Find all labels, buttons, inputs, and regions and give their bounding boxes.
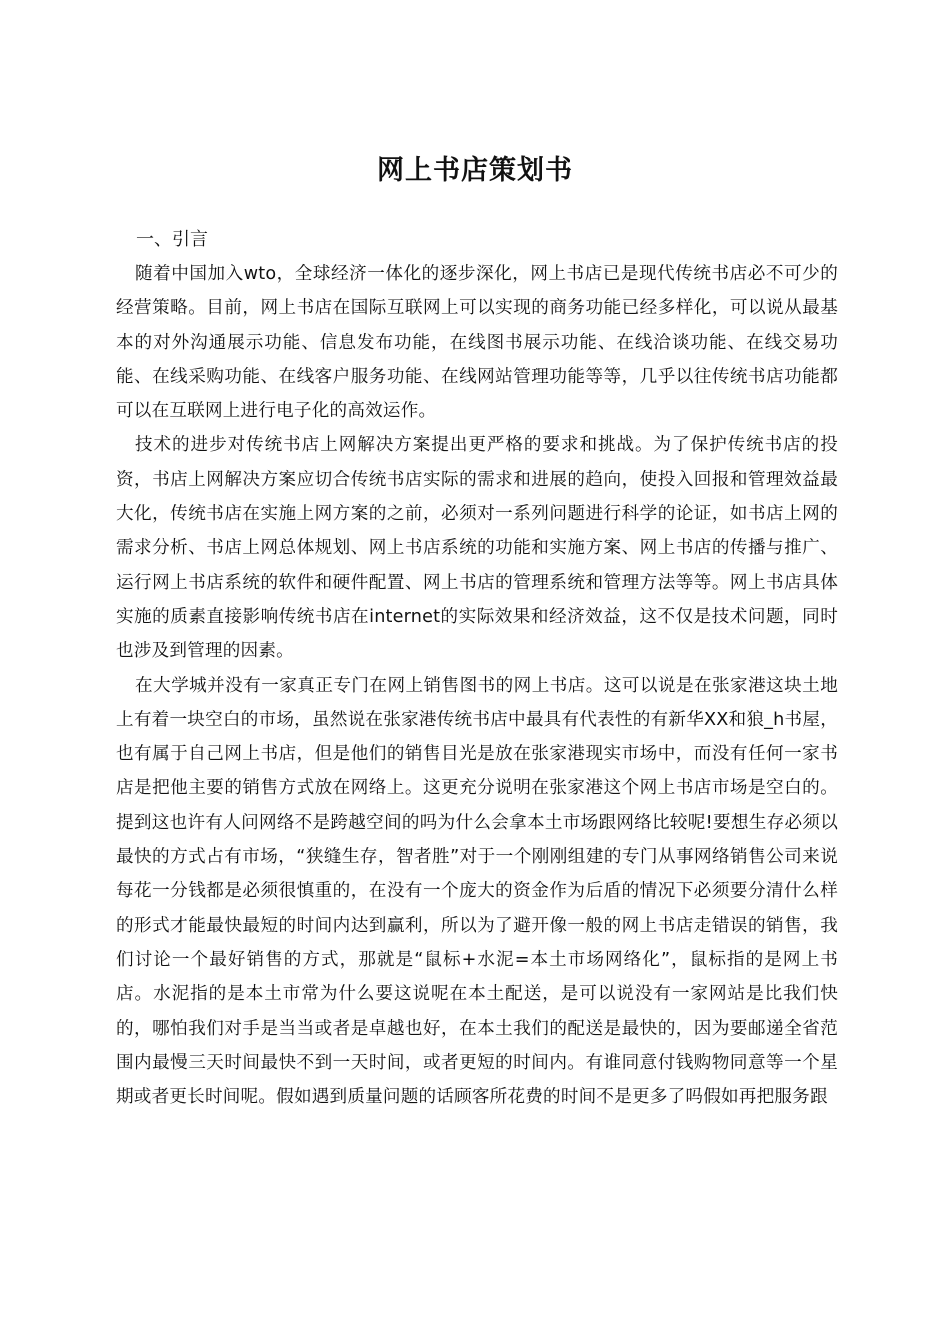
section-heading-introduction: 一、引言 xyxy=(136,229,208,250)
paragraph: 在大学城并没有一家真正专门在网上销售图书的网上书店。这可以说是在张家港这块土地上有着一块空白的市场，虽然说在张家港传统书店中最具有代表性的有新华XX和狼_h书屋，也有属于自己网上书店，但是他们的销售目光是放在张家港现实市场中，而没有任何一家书店是把他主要的销售方式放在网络上。这更充分说明在张家港这个网上书店市场是空白的。提到这也许有人问网络不是跨越空间的吗为什么会拿本土市场跟网络比较呢!要想生存必须以最快的方式占有市场，“狭缝生存，智者胜”对于一个刚刚组建的专门从事网络销售公司来说每花一分钱都是必须很慎重的，在没有一个庞大的资金作为后盾的情况下必须要分清什么样的形式才能最快最短的时间内达到赢利，所以为了避开像一般的网上书店走错误的销售，我们讨论一个最好销售的方式，那就是“鼠标+水泥=本土市场网络化”，鼠标指的是网上书店。水泥指的是本土市常为什么要这说呢在本土配送，是可以说没有一家网站是比我们快的，哪怕我们对手是当当或者是卓越也好，在本土我们的配送是最快的，因为要邮递全省范围内最慢三天时间最快不到一天时间，或者更短的时间内。有谁同意付钱购物同意等一个星期或者更长时间呢。假如遇到质量问题的话顾客所花费的时间不是更多了吗假如再把服务跟 xyxy=(116,675,838,1108)
paragraph: 技术的进步对传统书店上网解决方案提出更严格的要求和挑战。为了保护传统书店的投资，书店上网解决方案应切合传统书店实际的需求和进展的趋向，使投入回报和管理效益最大化，传统书店在实施上网方案的之前，必须对一系列问题进行科学的论证，如书店上网的需求分析、书店上网总体规划、网上书店系统的功能和实施方案、网上书店的传播与推广、运行网上书店系统的软件和硬件配置、网上书店的管理系统和管理方法等等。网上书店具体实施的质素直接影响传统书店在internet的实际效果和经济效益，这不仅是技术问题，同时也涉及到管理的因素。 xyxy=(116,435,838,662)
document-body xyxy=(116,223,838,1114)
document-title: 网上书店策划书 xyxy=(377,155,573,187)
paragraph: 随着中国加入wto，全球经济一体化的逐步深化，网上书店已是现代传统书店必不可少的经营策略。目前，网上书店在国际互联网上可以实现的商务功能已经多样化，可以说从最基本的对外沟通展示功能、信息发布功能，在线图书展示功能、在线洽谈功能、在线交易功能、在线采购功能、在线客户服务功能、在线网站管理功能等等，几乎以往传统书店功能都可以在互联网上进行电子化的高效运作。 xyxy=(116,264,838,422)
